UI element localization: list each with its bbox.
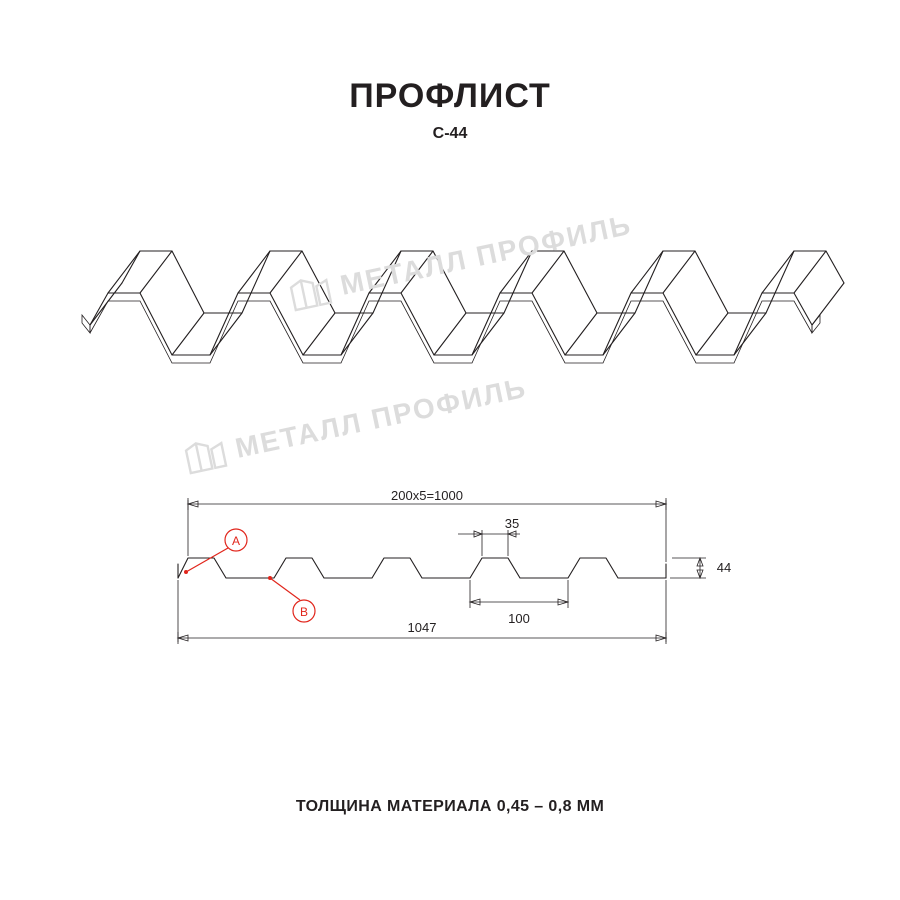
cross-section-drawing (140, 460, 780, 690)
profile-code: С-44 (432, 125, 468, 143)
iso-front-edges (90, 251, 844, 355)
dimension-working-width-label: 200x5=1000 (391, 488, 463, 503)
isometric-profile-svg (60, 215, 850, 415)
page-title: ПРОФЛИСТ (349, 77, 551, 115)
dimension-total-width-label: 1047 (407, 620, 437, 635)
cross-section-svg (140, 460, 780, 690)
iso-end-caps (82, 315, 820, 333)
dimension-total-width (178, 580, 666, 644)
dimension-rib-width (458, 516, 520, 556)
callout-b-label: B (299, 605, 309, 619)
watermark-label: МЕТАЛЛ ПРОФИЛЬ (337, 208, 635, 301)
dimension-height (670, 558, 731, 578)
dimension-working-width (188, 488, 666, 562)
title-block (0, 78, 900, 143)
profile-outline (178, 558, 666, 578)
isometric-profile-drawing (60, 215, 850, 415)
callout-a-label: A (231, 534, 241, 548)
dimension-pitch (470, 580, 568, 626)
dimension-height-label: 44 (716, 560, 732, 575)
dimension-pitch-label: 100 (508, 611, 530, 626)
callout-b (268, 576, 315, 622)
callout-a (184, 529, 247, 574)
watermark-label: МЕТАЛЛ ПРОФИЛЬ (232, 371, 530, 464)
dimension-rib-width-label: 35 (504, 516, 520, 531)
material-thickness-note: ТОЛЩИНА МАТЕРИАЛА 0,45 – 0,8 ММ (295, 798, 605, 815)
